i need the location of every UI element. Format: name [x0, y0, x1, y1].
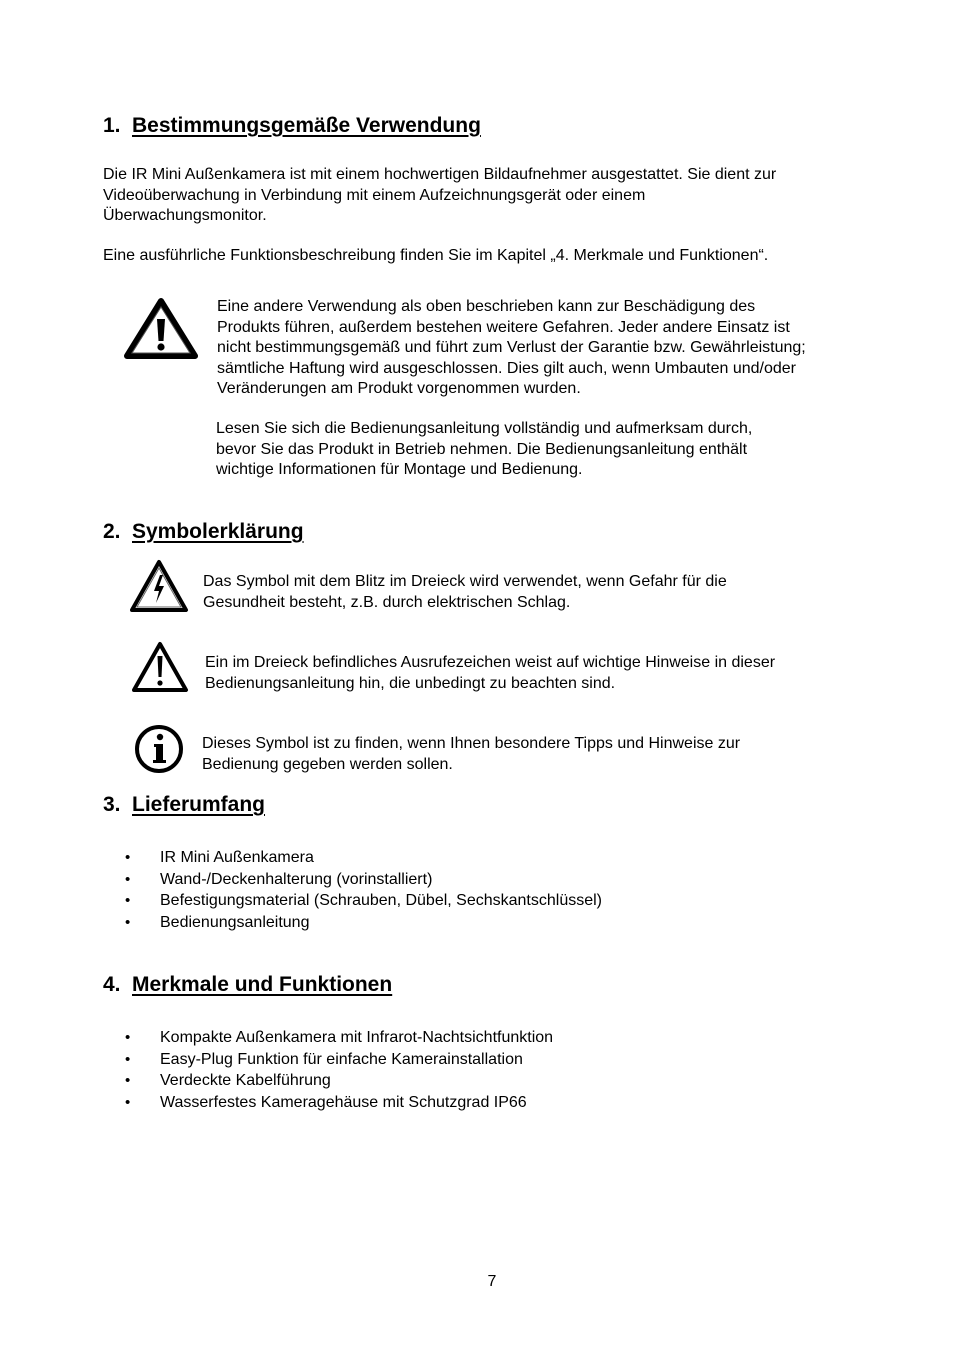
list-item: • Verdeckte Kabelführung — [103, 1070, 553, 1092]
list-item: • IR Mini Außenkamera — [103, 847, 602, 869]
section-3-heading: 3. Lieferumfang — [103, 793, 266, 816]
section-2-heading: 2. Symbolerklärung — [103, 520, 304, 543]
list-item: • Wasserfestes Kameragehäuse mit Schutzgrad IP66 — [103, 1092, 553, 1114]
warning-paragraph-1: Eine andere Verwendung als oben beschrieben kann zur Beschädigung des Produkts führen, außerdem bestehen weitere Gefahren. Jeder andere Einsatz ist nicht bestimmungsgemäß und führt zum Verlust der Garantie bzw. Gewährleistung; sämtliche Haftung wird ausgeschlossen. Dies gilt auch, wenn Umbauten und/oder Veränderungen am Produkt vorgenommen wurden. — [217, 298, 806, 397]
list-item: • Easy-Plug Funktion für einfache Kamerainstallation — [103, 1049, 553, 1071]
list-item: • Bedienungsanleitung — [103, 912, 602, 934]
list-item: • Befestigungsmaterial (Schrauben, Dübel, Sechskantschlüssel) — [103, 890, 602, 912]
warning-triangle-icon — [124, 297, 198, 359]
exclamation-triangle-icon — [131, 641, 189, 693]
section-1-heading: 1. Bestimmungsgemäße Verwendung — [103, 114, 481, 137]
section-3-title: Lieferumfang — [132, 793, 266, 816]
delivery-contents-list — [103, 847, 602, 933]
section-1-reference: Eine ausführliche Funktionsbeschreibung finden Sie im Kapitel „4. Merkmale und Funktionen“. — [103, 247, 769, 264]
section-4-heading: 4. Merkmale und Funktionen — [103, 973, 393, 996]
section-2-title: Symbolerklärung — [132, 520, 304, 543]
features-list — [103, 1027, 553, 1113]
symbol-lightning-text: Das Symbol mit dem Blitz im Dreieck wird verwendet, wenn Gefahr für die Gesundheit besteht, z.B. durch elektrischen Schlag. — [203, 573, 727, 611]
lightning-triangle-icon — [129, 559, 189, 613]
info-circle-icon — [133, 723, 185, 775]
section-1-intro: Die IR Mini Außenkamera ist mit einem hochwertigen Bildaufnehmer ausgestattet. Sie dient zur Videoüberwachung in Verbindung mit einem Aufzeichnungsgerät oder einem Überwachungsmonitor. — [103, 166, 777, 224]
section-1-title: Bestimmungsgemäße Verwendung — [132, 114, 481, 137]
page-number: 7 — [487, 1273, 497, 1290]
symbol-exclamation-text: Ein im Dreieck befindliches Ausrufezeichen weist auf wichtige Hinweise in dieser Bedienungsanleitung hin, die unbedingt zu beachten sind. — [205, 654, 776, 692]
warning-paragraph-2: Lesen Sie sich die Bedienungsanleitung vollständig und aufmerksam durch, bevor Sie das Produkt in Betrieb nehmen. Die Bedienungsanleitung enthält wichtige Informationen für Montage und Bedienung. — [216, 420, 753, 478]
section-4-title: Merkmale und Funktionen — [132, 973, 393, 996]
symbol-info-text: Dieses Symbol ist zu finden, wenn Ihnen besondere Tipps und Hinweise zur Bedienung gegeben werden sollen. — [202, 735, 741, 773]
list-item: • Kompakte Außenkamera mit Infrarot-Nachtsichtfunktion — [103, 1027, 553, 1049]
list-item: • Wand-/Deckenhalterung (vorinstalliert) — [103, 869, 602, 891]
